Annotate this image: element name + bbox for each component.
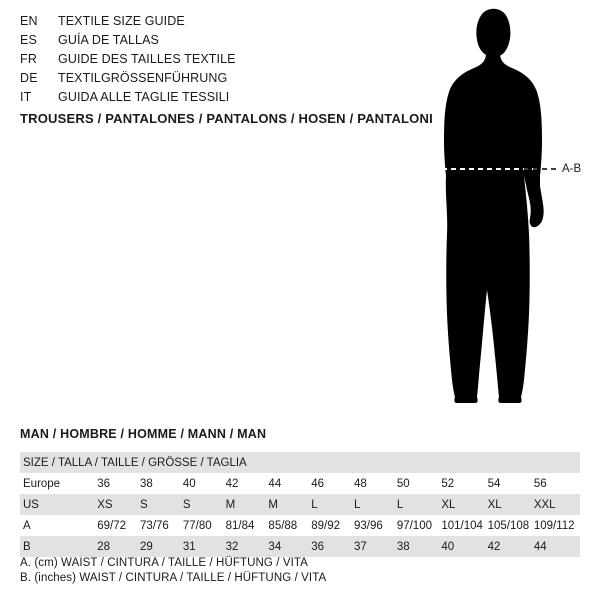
cell: 42 — [488, 536, 534, 557]
language-row — [20, 71, 420, 90]
cell: 105/108 — [487, 519, 530, 532]
cell: 54 — [487, 477, 501, 490]
cell: 52 — [441, 477, 455, 490]
language-code: EN — [20, 14, 38, 28]
table-row — [20, 494, 580, 515]
table-row — [20, 473, 580, 494]
language-text: TEXTILGRÖSSENFÜHRUNG — [58, 71, 228, 85]
cell: 69/72 — [97, 519, 127, 532]
cell: 34 — [268, 536, 311, 557]
cell: 48 — [354, 477, 367, 490]
cell: S — [140, 494, 183, 515]
language-row — [20, 33, 420, 52]
language-code: DE — [20, 71, 38, 85]
table-row — [20, 536, 580, 557]
cell: 38 — [397, 536, 442, 557]
cell: S — [183, 494, 226, 515]
cell: 37 — [354, 536, 397, 557]
cell: 32 — [226, 536, 269, 557]
table-row — [20, 515, 580, 536]
cell: 77/80 — [182, 519, 212, 532]
cell: L — [311, 494, 354, 515]
language-code: FR — [20, 52, 38, 66]
language-text: GUÍA DE TALLAS — [58, 33, 159, 47]
chart-title: MAN / HOMBRE / HOMME / MANN / MAN — [20, 427, 267, 441]
cell: 89/92 — [311, 519, 340, 532]
language-row — [20, 14, 420, 33]
cell: XXL — [534, 494, 580, 515]
footnotes — [20, 556, 326, 586]
cell: 40 — [441, 536, 487, 557]
cell: M — [268, 494, 311, 515]
row-label: SIZE / TALLA / TAILLE / GRÖSSE / TAGLIA — [20, 452, 580, 473]
cell: 109/112 — [533, 519, 575, 532]
cell: XS — [97, 494, 140, 515]
cell: 81/84 — [225, 519, 255, 532]
language-text: GUIDE DES TAILLES TEXTILE — [58, 52, 236, 66]
cell: 73/76 — [140, 519, 169, 532]
language-row — [20, 90, 420, 109]
cell: L — [354, 494, 397, 515]
cell: XL — [441, 494, 487, 515]
language-list — [20, 14, 420, 109]
cell: M — [226, 494, 269, 515]
language-row — [20, 52, 420, 71]
cell: 40 — [182, 477, 196, 490]
section-title: TROUSERS / PANTALONES / PANTALONS / HOSEN / PANTALONI — [20, 111, 433, 126]
cell: 97/100 — [396, 519, 432, 532]
language-text: GUIDA ALLE TAGLIE TESSILI — [58, 90, 230, 104]
measure-label-ab: A-B — [562, 163, 582, 175]
footnote-a: A. (cm) WAIST / CINTURA / TAILLE / HÜFTUNG / VITA — [20, 557, 308, 569]
cell: XL — [488, 494, 534, 515]
cell: 38 — [140, 477, 153, 490]
cell: 29 — [140, 536, 183, 557]
footnote-b: B. (inches) WAIST / CINTURA / TAILLE / HÜFTUNG / VITA — [20, 572, 327, 584]
cell: 31 — [183, 536, 226, 557]
row-label: A — [23, 519, 31, 532]
male-silhouette-icon — [400, 8, 600, 408]
row-label: B — [20, 536, 97, 557]
figure-illustration — [400, 8, 600, 408]
table-row-size-header — [20, 452, 580, 473]
cell: 36 — [311, 536, 354, 557]
size-table — [20, 452, 580, 557]
cell: 50 — [396, 477, 410, 490]
cell: 85/88 — [268, 519, 298, 532]
cell: 42 — [225, 477, 239, 490]
language-code: IT — [20, 90, 32, 104]
language-code: ES — [20, 33, 38, 47]
row-label: US — [20, 494, 97, 515]
cell: 44 — [268, 477, 282, 490]
cell: 93/96 — [354, 519, 383, 532]
cell: 28 — [97, 536, 140, 557]
cell: 56 — [533, 477, 547, 490]
row-label: Europe — [23, 477, 61, 490]
cell: 44 — [534, 536, 580, 557]
cell: 36 — [97, 477, 111, 490]
cell: 46 — [311, 477, 325, 490]
cell: L — [397, 494, 442, 515]
language-text: TEXTILE SIZE GUIDE — [58, 14, 185, 28]
cell: 101/104 — [441, 519, 483, 532]
